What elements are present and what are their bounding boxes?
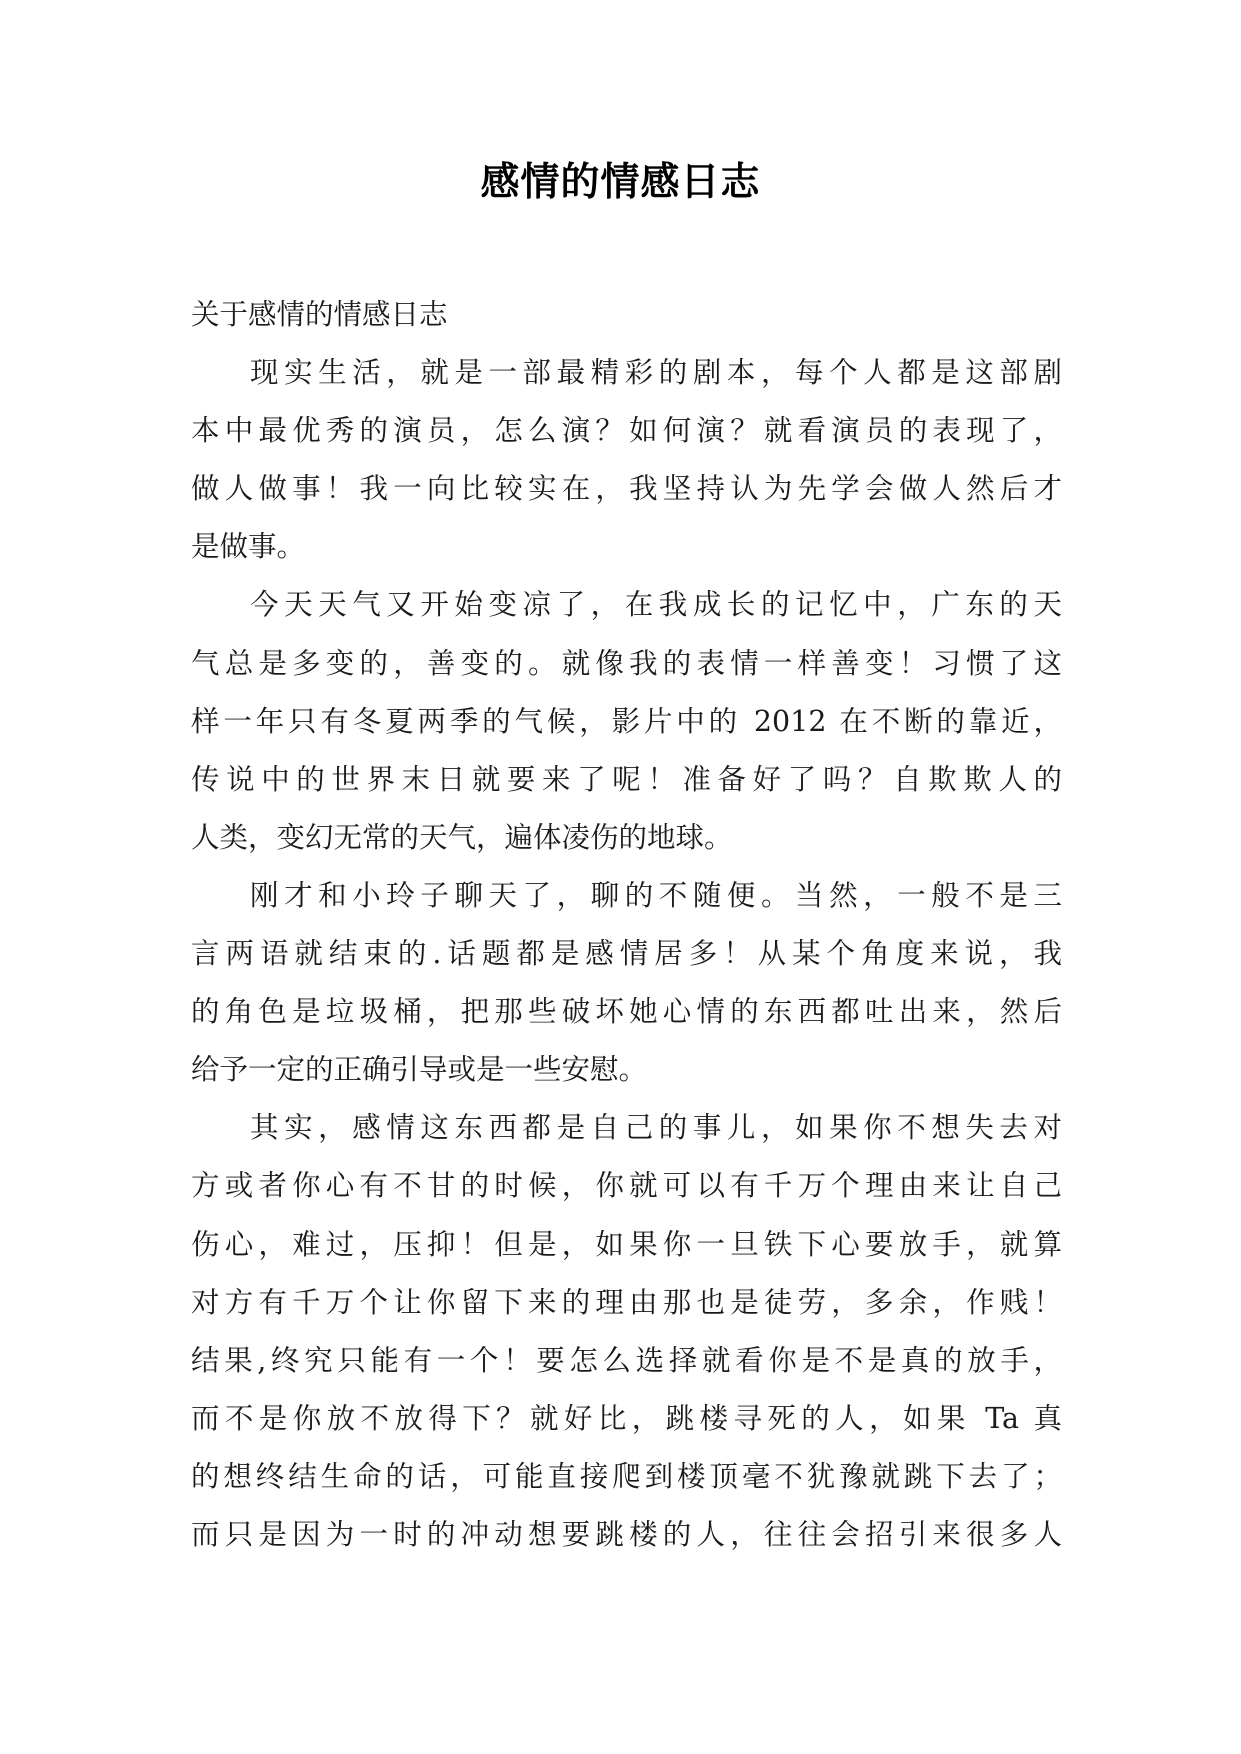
document-body bbox=[191, 286, 1062, 1564]
text-line: 而不是你放不放得下？就好比，跳楼寻死的人，如果 Ta 真 bbox=[191, 1401, 1062, 1435]
paragraph-first-line: 刚才和小玲子聊天了，聊的不随便。当然，一般不是三 bbox=[250, 878, 1062, 912]
text-line: 做人做事！我一向比较实在，我坚持认为先学会做人然后才 bbox=[191, 472, 1062, 506]
text-line: 人类，变幻无常的天气，遍体凌伤的地球。 bbox=[191, 820, 733, 854]
text-line: 气总是多变的，善变的。就像我的表情一样善变！习惯了这 bbox=[191, 646, 1062, 680]
text-line: 本中最优秀的演员，怎么演？如何演？就看演员的表现了， bbox=[191, 414, 1062, 448]
text-line: 传说中的世界末日就要来了呢！准备好了吗？自欺欺人的 bbox=[191, 762, 1062, 796]
text-line: 方或者你心有不甘的时候，你就可以有千万个理由来让自己 bbox=[191, 1169, 1062, 1203]
text-line: 关于感情的情感日志 bbox=[191, 298, 448, 331]
paragraph-first-line: 今天天气又开始变凉了，在我成长的记忆中，广东的天 bbox=[250, 588, 1062, 622]
text-line: 是做事。 bbox=[191, 530, 306, 564]
document-title: 感情的情感日志 bbox=[480, 159, 761, 205]
paragraph-first-line: 其实，感情这东西都是自己的事儿，如果你不想失去对 bbox=[250, 1111, 1062, 1145]
text-line: 对方有千万个让你留下来的理由那也是徒劳，多余，作贱！ bbox=[191, 1285, 1062, 1319]
text-line: 给予一定的正确引导或是一些安慰。 bbox=[191, 1053, 648, 1087]
text-line: 的角色是垃圾桶，把那些破坏她心情的东西都吐出来，然后 bbox=[191, 995, 1062, 1029]
text-line: 的想终结生命的话，可能直接爬到楼顶毫不犹豫就跳下去了； bbox=[191, 1459, 1062, 1493]
text-line: 结果,终究只能有一个！要怎么选择就看你是不是真的放手， bbox=[191, 1343, 1062, 1377]
text-line: 言两语就结束的.话题都是感情居多！从某个角度来说，我 bbox=[191, 937, 1062, 971]
text-line: 伤心，难过，压抑！但是，如果你一旦铁下心要放手，就算 bbox=[191, 1227, 1062, 1261]
paragraph-first-line: 现实生活，就是一部最精彩的剧本，每个人都是这部剧 bbox=[250, 356, 1062, 390]
text-line: 样一年只有冬夏两季的气候，影片中的 2012 在不断的靠近， bbox=[191, 704, 1062, 738]
text-line: 而只是因为一时的冲动想要跳楼的人，往往会招引来很多人 bbox=[191, 1517, 1062, 1551]
